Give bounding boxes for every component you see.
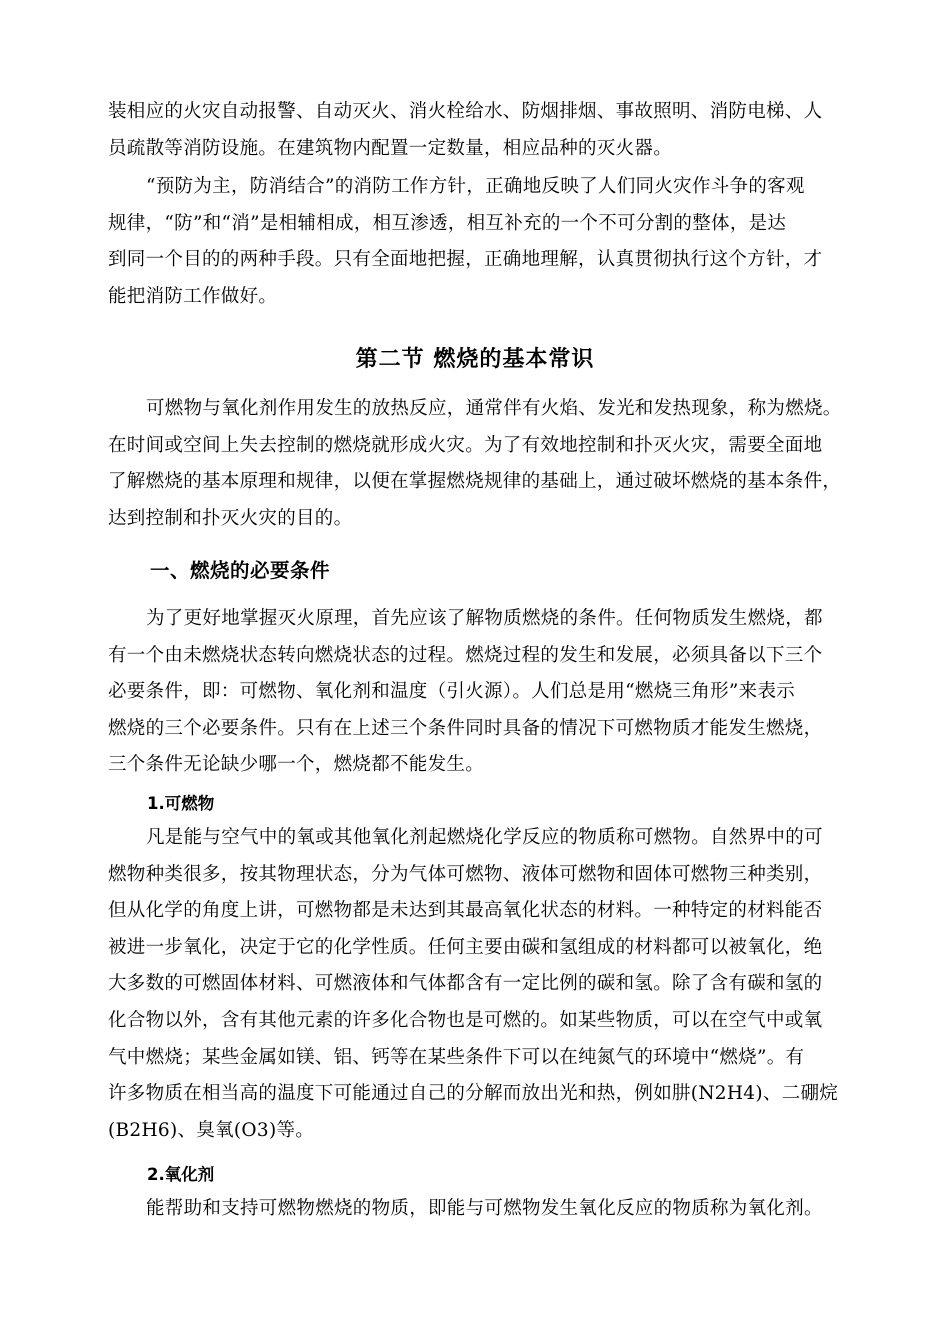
section-title: 第二节 燃烧的基本常识 bbox=[355, 347, 595, 372]
text-line: 员疏散等消防设施。在建筑物内配置一定数量，相应品种的灭火器。 bbox=[108, 137, 673, 159]
text-line: 为了更好地掌握灭火原理，首先应该了解物质燃烧的条件。任何物质发生燃烧，都 bbox=[146, 608, 823, 629]
text-line: 凡是能与空气中的氧或其他氧化剂起燃烧化学反应的物质称可燃物。自然界中的可 bbox=[146, 827, 823, 848]
text-line: 达到控制和扑灭火灾的目的。 bbox=[108, 507, 353, 529]
text-line: 在时间或空间上失去控制的燃烧就形成火灾。为了有效地控制和扑灭火灾，需要全面地 bbox=[108, 434, 823, 456]
text-line: 被进一步氧化，决定于它的化学性质。任何主要由碳和氢组成的材料都可以被氧化，绝 bbox=[108, 936, 823, 958]
text-line: 三个条件无论缺少哪一个，燃烧都不能发生。 bbox=[108, 754, 485, 776]
text-line: 许多物质在相当高的温度下可能通过自己的分解而放出光和热，例如肼(N2H4)、二硼烷 bbox=[108, 1083, 839, 1105]
paragraph-combustion-conditions bbox=[108, 601, 850, 784]
text-line: (B2H6)、臭氧(O3)等。 bbox=[108, 1119, 315, 1141]
item-heading-combustibles: 1.可燃物 bbox=[147, 794, 215, 813]
text-line: 可燃物与氧化剂作用发生的放热反应，通常伴有火焰、发光和发热现象，称为燃烧。 bbox=[146, 398, 842, 419]
item-heading-oxidizer: 2.氧化剂 bbox=[147, 1165, 215, 1184]
text-line: “预防为主，防消结合”的消防工作方针，正确地反映了人们同火灾作斗争的客观 bbox=[146, 176, 805, 197]
text-line: 到同一个目的的两种手段。只有全面地把握，正确地理解，认真贯彻执行这个方针，才 bbox=[108, 249, 823, 271]
text-line: 能帮助和支持可燃物燃烧的物质，即能与可燃物发生氧化反应的物质称为氧化剂。 bbox=[146, 1198, 823, 1219]
text-line: 气中燃烧；某些金属如镁、铝、钙等在某些条件下可以在纯氮气的环境中“燃烧”。有 bbox=[108, 1046, 805, 1068]
text-line: 有一个由未燃烧状态转向燃烧状态的过程。燃烧过程的发生和发展，必须具备以下三个 bbox=[108, 644, 823, 666]
paragraph-oxidizer bbox=[108, 1191, 850, 1228]
text-line: 大多数的可燃固体材料、可燃液体和气体都含有一定比例的碳和氢。除了含有碳和氢的 bbox=[108, 973, 823, 995]
text-line: 规律，“防”和“消”是相辅相成，相互渗透，相互补充的一个不可分割的整体，是达 bbox=[108, 212, 787, 234]
text-line: 能把消防工作做好。 bbox=[108, 285, 278, 307]
text-line: 必要条件，即：可燃物、氧化剂和温度（引火源）。人们总是用“燃烧三角形”来表示 bbox=[108, 681, 796, 703]
text-line: 装相应的火灾自动报警、自动灭火、消火栓给水、防烟排烟、事故照明、消防电梯、人 bbox=[108, 101, 823, 122]
paragraph-fire-facilities bbox=[108, 94, 850, 167]
text-line: 但从化学的角度上讲，可燃物都是未达到其最高氧化状态的材料。一种特定的材料能否 bbox=[108, 900, 823, 922]
paragraph-combustion-definition bbox=[108, 391, 850, 537]
text-line: 燃烧的三个必要条件。只有在上述三个条件同时具备的情况下可燃物质才能发生燃烧， bbox=[108, 717, 823, 739]
sub-heading-necessary-conditions: 一、燃烧的必要条件 bbox=[150, 559, 331, 582]
paragraph-combustibles bbox=[108, 820, 850, 1149]
paragraph-fire-policy bbox=[108, 169, 850, 315]
text-line: 燃物种类很多，按其物理状态，分为气体可燃物、液体可燃物和固体可燃物三种类别， bbox=[108, 863, 823, 885]
text-line: 了解燃烧的基本原理和规律，以便在掌握燃烧规律的基础上，通过破坏燃烧的基本条件， bbox=[108, 471, 842, 493]
text-line: 化合物以外，含有其他元素的许多化合物也是可燃的。如某些物质，可以在空气中或氧 bbox=[108, 1009, 823, 1031]
